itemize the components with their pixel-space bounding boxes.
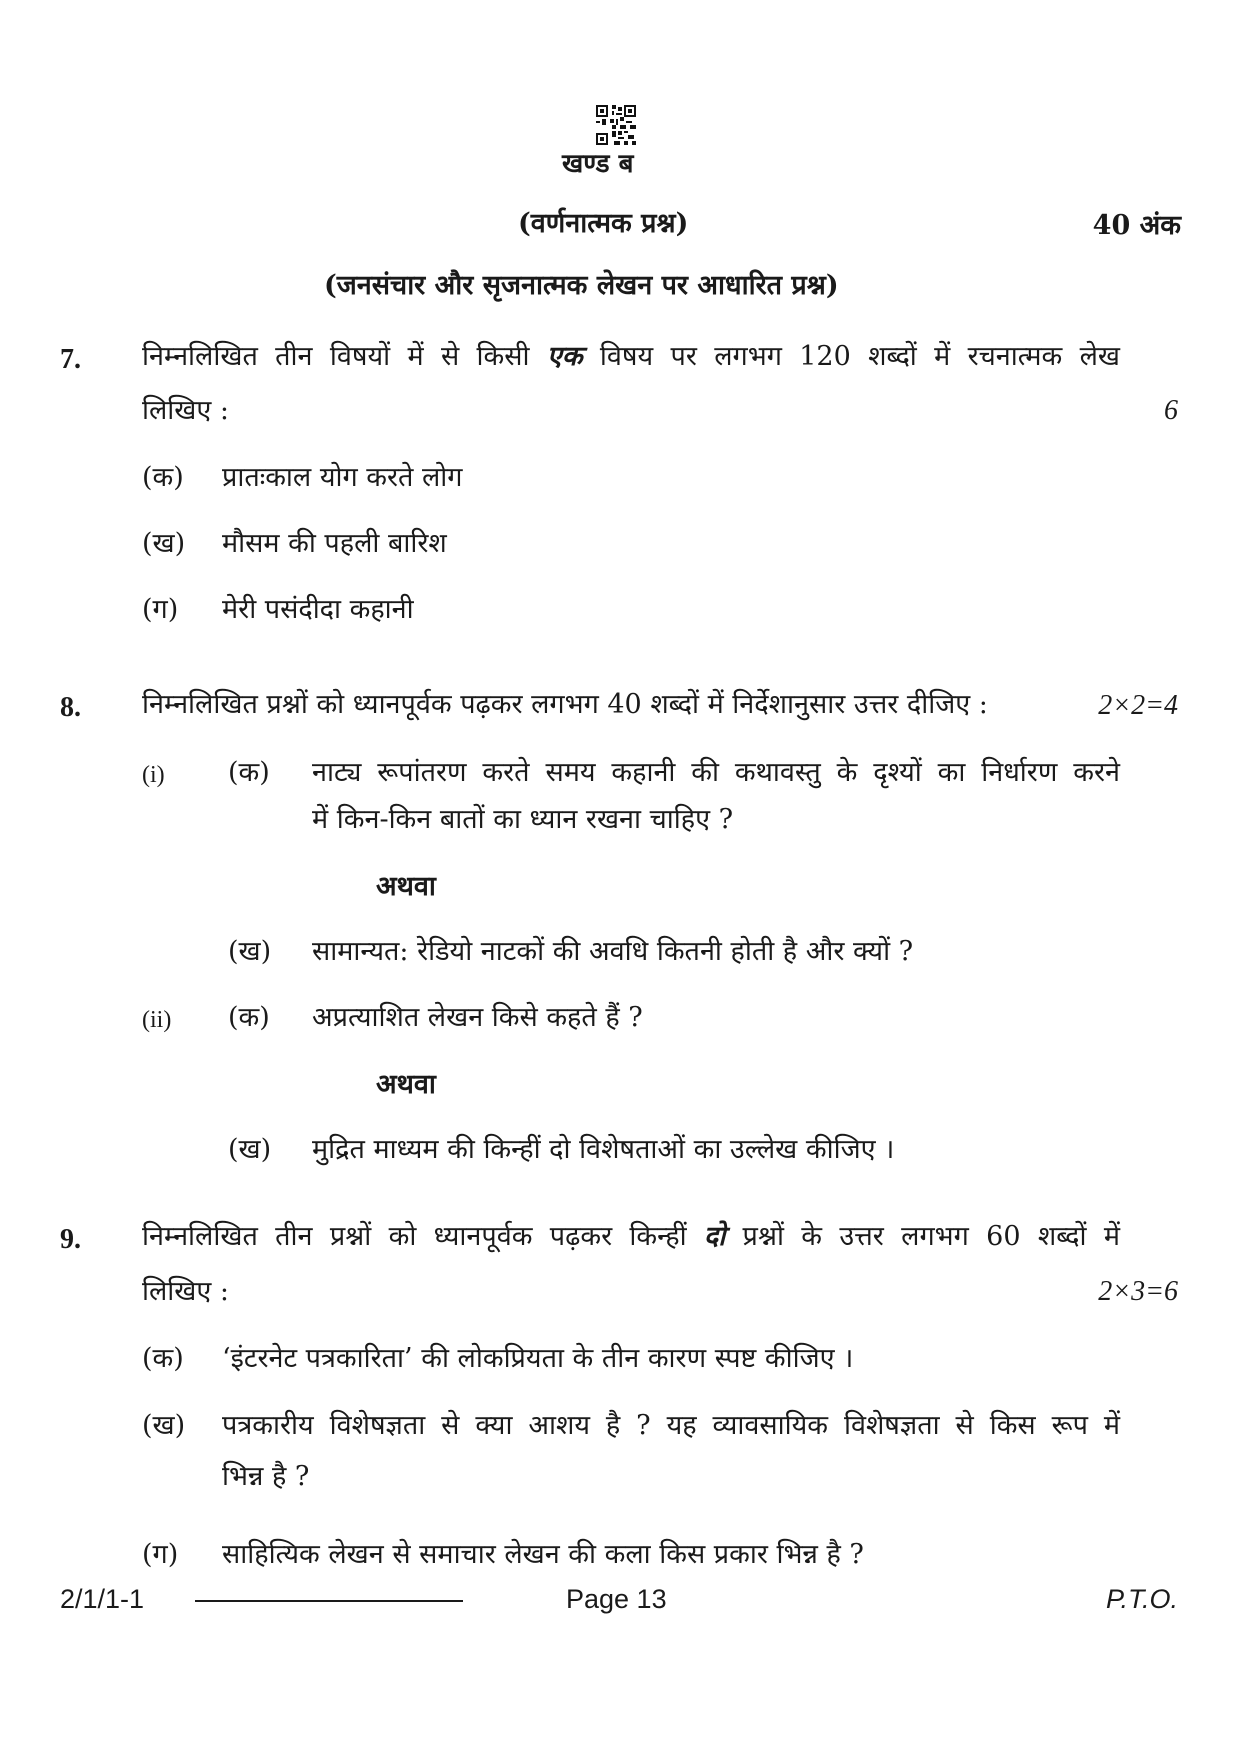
- option-label: (क): [142, 462, 184, 493]
- option-text: पत्रकारीय विशेषज्ञता से क्या आशय है ? यह व्यावसायिक विशेषज्ञता से किस रूप में: [222, 1410, 1120, 1441]
- emphasis-word: दो: [703, 1221, 726, 1252]
- question-number: 9.: [60, 1224, 81, 1255]
- footer-divider: [195, 1600, 463, 1602]
- question-text: [142, 340, 1120, 374]
- please-turn-over: P.T.O.: [1105, 1584, 1178, 1614]
- option-label: (ख): [142, 1410, 186, 1441]
- question-number: 7.: [60, 344, 81, 375]
- topic-heading: (जनसंचार और सृजनात्मक लेखन पर आधारित प्रश्न): [324, 270, 839, 301]
- option-text: नाट्य रूपांतरण करते समय कहानी की कथावस्तु के दृश्यों का निर्धारण करने: [312, 757, 1120, 788]
- option-text-line2: में किन-किन बातों का ध्यान रखना चाहिए ?: [312, 804, 734, 835]
- option-label: (क): [142, 1343, 184, 1374]
- or-separator: अथवा: [376, 1069, 436, 1100]
- section-marks: 40 अंक: [1092, 210, 1181, 241]
- option-text: अप्रत्याशित लेखन किसे कहते हैं ?: [312, 1002, 643, 1033]
- question-marks: 6: [1164, 395, 1178, 426]
- option-label: (ख): [228, 1134, 272, 1165]
- question-text-line2: लिखिए :: [142, 395, 229, 426]
- option-text: सामान्यत: रेडियो नाटकों की अवधि कितनी होती है और क्यों ?: [312, 936, 914, 967]
- option-text: मुद्रित माध्यम की किन्हीं दो विशेषताओं का उल्लेख कीजिए ।: [312, 1134, 895, 1165]
- question-number: 8.: [60, 692, 81, 723]
- option-text: मेरी पसंदीदा कहानी: [222, 594, 414, 625]
- emphasis-word: एक: [546, 341, 583, 372]
- option-text: साहित्यिक लेखन से समाचार लेखन की कला किस प्रकार भिन्न है ?: [222, 1539, 864, 1570]
- section-title: खण्ड ब: [562, 149, 634, 179]
- section-subtitle: (वर्णनात्मक प्रश्न): [518, 208, 689, 239]
- question-text-part: निम्नलिखित तीन प्रश्नों को ध्यानपूर्वक पढ़कर किन्हीं: [142, 1221, 687, 1252]
- option-label: (ग): [142, 1539, 179, 1570]
- option-text: प्रातःकाल योग करते लोग: [222, 462, 463, 493]
- page-number: Page 13: [566, 1584, 667, 1614]
- sub-question-number: (i): [142, 762, 165, 788]
- option-label: (ग): [142, 594, 179, 625]
- qr-code: [596, 105, 636, 145]
- option-label: (ख): [142, 528, 186, 559]
- question-text-part: प्रश्नों के उत्तर लगभग 60 शब्दों में: [742, 1221, 1120, 1252]
- option-label: (क): [228, 757, 270, 788]
- option-label: (क): [228, 1002, 270, 1033]
- option-text-line2: भिन्न है ?: [222, 1461, 310, 1492]
- option-label: (ख): [228, 936, 272, 967]
- question-text-part: विषय पर लगभग 120 शब्दों में रचनात्मक लेख: [599, 341, 1120, 372]
- sub-question-number: (ii): [142, 1007, 172, 1033]
- paper-code: 2/1/1-1: [60, 1584, 145, 1614]
- question-marks: 2×3=6: [1098, 1276, 1178, 1307]
- question-text: [142, 1220, 1120, 1254]
- question-marks: 2×2=4: [1098, 690, 1178, 721]
- option-text: ‘इंटरनेट पत्रकारिता’ की लोकप्रियता के तीन कारण स्पष्ट कीजिए ।: [222, 1343, 854, 1374]
- question-text: निम्नलिखित प्रश्नों को ध्यानपूर्वक पढ़कर लगभग 40 शब्दों में निर्देशानुसार उत्तर दीजिए :: [142, 689, 988, 720]
- question-text-line2: लिखिए :: [142, 1276, 229, 1307]
- question-text-part: निम्नलिखित तीन विषयों में से किसी: [142, 341, 530, 372]
- option-text: मौसम की पहली बारिश: [222, 528, 447, 559]
- or-separator: अथवा: [376, 871, 436, 902]
